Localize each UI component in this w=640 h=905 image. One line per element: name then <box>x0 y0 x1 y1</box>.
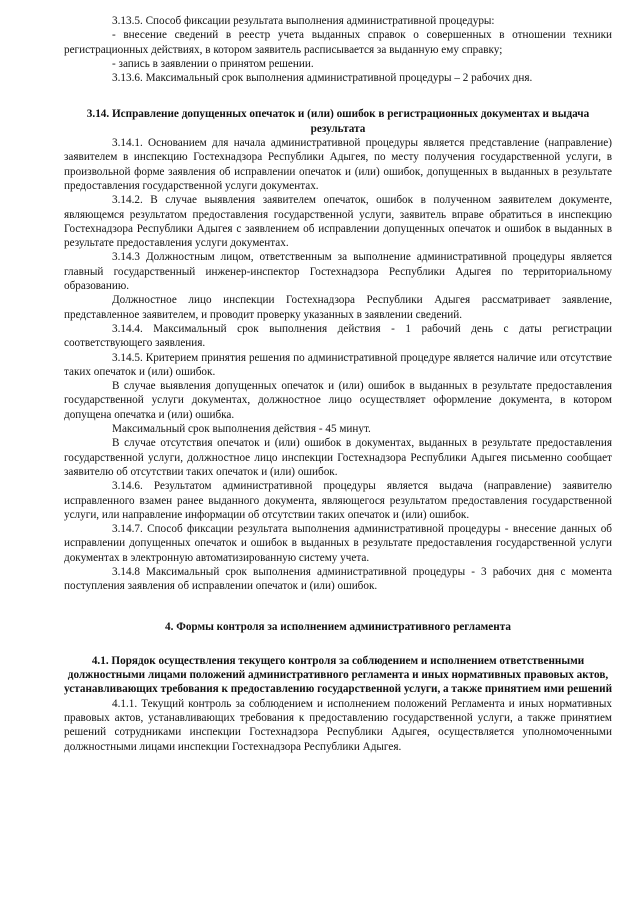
paragraph-3-14-6: 3.14.6. Результатом административной процедуры является выдача (направление) заявителю исправленного взамен ранее выданного документа, являющегося результатом предоставления государственной услуги, или направление информации об отсутствии таких опечаток и (или) ошибок. <box>64 480 612 521</box>
paragraph-3-14-3: 3.14.3 Должностным лицом, ответственным за выполнение административной процедуры является главный государственный инженер-инспектор Гостехнадзора Республики Адыгея по территориальному образованию. <box>64 251 612 293</box>
paragraph-3-14-1: 3.14.1. Основанием для начала административной процедуры является представление (направление) заявителем в инспекцию Гостехнадзора Республики Адыгея, по месту получения государственной услуги, в произвольной форме заявления об исправлении опечаток и (или) ошибок, допущенных в выданных в результате предоставления государственной услуги документах. <box>64 137 612 192</box>
section-heading-4-1: 4.1. Порядок осуществления текущего контроля за соблюдением и исполнением ответственными должностными лицами положений административного регламента и иных нормативных правовых актов, устанавливающих требования к предоставлению государственной услуги, а также принятием ими решений <box>64 654 613 696</box>
paragraph-3-13-5: 3.13.5. Способ фиксации результата выполнения административной процедуры: <box>112 15 495 27</box>
paragraph-no-errors: В случае отсутствия опечаток и (или) ошибок в документах, выданных в результате предоставления государственной услуги, должностное лицо инспекции Гостехнадзора Республики Адыгея письменно сообщает заявителю об отсутствии таких опечаток и (или) ошибок. <box>64 437 612 478</box>
paragraph-3-14-2: 3.14.2. В случае выявления заявителем опечаток, ошибок в полученном заявителем документе, являющемся результатом предоставления государственной услуги, заявитель вправе обратиться в инспекцию Гостехнадзора Республики Адыгея с заявлением об исправлении допущенных опечаток и ошибок в выданных в результате предоставления услуги документах. <box>64 194 612 250</box>
paragraph-decision-record: - запись в заявлении о принятом решении. <box>112 57 314 70</box>
paragraph-official-review: Должностное лицо инспекции Гостехнадзора Республики Адыгея рассматривает заявление, представленное заявителем, и проводит проверку указанных в заявлении сведений. <box>64 294 612 321</box>
paragraph-errors-found: В случае выявления допущенных опечаток и (или) ошибок в выданных в результате предоставления государственной услуги документах, должностное лицо осуществляет оформление документа, в котором допущена опечатка и (или) ошибка. <box>64 380 612 421</box>
document-page <box>64 14 612 754</box>
paragraph-3-14-5: 3.14.5. Критерием принятия решения по административной процедуре является наличие или отсутствие таких опечаток и (или) ошибок. <box>64 351 612 378</box>
section-heading-4: 4. Формы контроля за исполнением административного регламента <box>165 620 511 633</box>
paragraph-4-1-1: 4.1.1. Текущий контроль за соблюдением и исполнением положений Регламента и иных нормативных правовых актов, устанавливающих требования к предоставлению государственной услуги, а также принятием решений сотрудниками инспекции Гостехнадзора Республики Адыгея, осуществляется уполномоченными должностными лицами инспекции Гостехнадзора Республики Адыгея. <box>64 697 612 753</box>
paragraph-3-13-6: 3.13.6. Максимальный срок выполнения административной процедуры – 2 рабочих дня. <box>112 72 533 85</box>
paragraph-3-14-4: 3.14.4. Максимальный срок выполнения действия - 1 рабочий день с даты регистрации соответствующего заявления. <box>64 322 612 350</box>
paragraph-max-time-45: Максимальный срок выполнения действия - 45 минут. <box>112 423 371 436</box>
paragraph-3-14-7: 3.14.7. Способ фиксации результата выполнения административной процедуры - внесение данных об исправлении допущенных опечаток и ошибок в выданных в результате предоставления государственной услуги документах в электронную автоматизированную систему учета. <box>64 523 612 564</box>
section-heading-3-14: 3.14. Исправление допущенных опечаток и (или) ошибок в регистрационных документах и выдача результата <box>86 108 590 135</box>
paragraph-registry-entry: - внесение сведений в реестр учета выданных справок о совершенных в отношении техники регистрационных действиях, в котором заявитель расписывается за выданную ему справку; <box>64 29 612 56</box>
paragraph-3-14-8: 3.14.8 Максимальный срок выполнения административной процедуры - 3 рабочих дня с момента поступления заявления об исправлении опечаток и (или) ошибок. <box>64 565 612 593</box>
